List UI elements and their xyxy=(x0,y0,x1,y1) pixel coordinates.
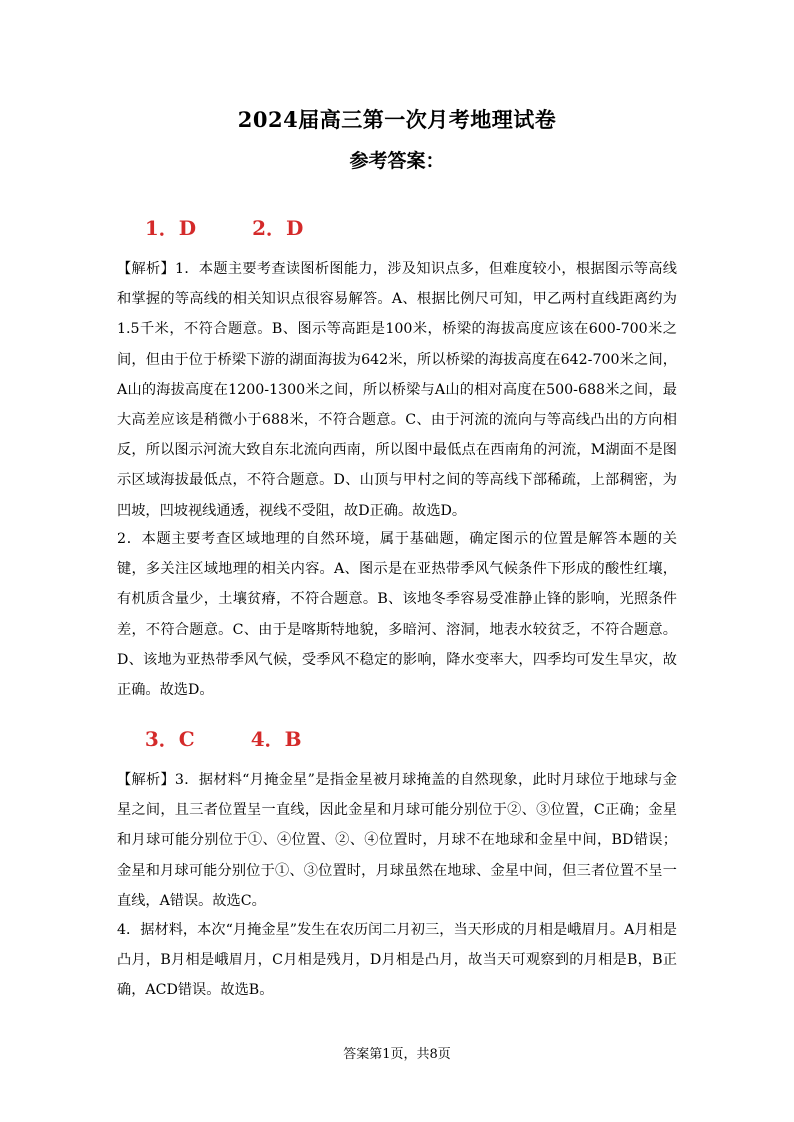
analysis-paragraph-2: 2．本题主要考查区域地理的自然环境，属于基础题，确定图示的位置是解答本题的关键，多关注区域地理的相关内容。A、图示是在亚热带季风气候条件下形成的酸性红壤，有机质含量少，土壤贫瘠，不符合题意。B、该地冬季容易受准静止锋的影响，光照条件差，不符合题意。C、由于是喀斯特地貌，多暗河、溶洞，地表水较贫乏，不符合题意。D、该地为亚热带季风气候，受季风不稳定的影响，降水变率大，四季均可发生旱灾，故正确。故选D。 xyxy=(117,531,677,699)
answer-3: 3．C xyxy=(144,727,195,751)
answer-4: 4．B xyxy=(250,727,302,751)
answer-1: 1．D xyxy=(144,216,197,240)
document-title: 2024届高三第一次月考地理试卷 xyxy=(237,107,557,132)
answer-key-heading: 参考答案： xyxy=(349,150,445,172)
analysis-paragraph-1: 【解析】1．本题主要考查读图析图能力，涉及知识点多，但难度较小，根据图示等高线和掌握的等高线的相关知识点很容易解答。A、根据比例尺可知，甲乙两村直线距离约为1.5千米，不符合题意。B、图示等高距是100米，桥梁的海拔高度应该在600-700米之间，但由于位于桥梁下游的湖面海拔为642米，所以桥梁的海拔高度在642-700米之间，A山的海拔高度在1200-1300米之间，所以桥梁与A山的相对高度在500-688米之间，最大高差应该是稍微小于688米，不符合题意。C、由于河流的流向与等高线凸出的方向相反，所以图示河流大致自东北流向西南，所以图中最低点在西南角的河流，M湖面不是图示区域海拔最低点，不符合题意。D、山顶与甲村之间的等高线下部稀疏，上部稠密，为凹坡，凹坡视线通透，视线不受阻，故D正确。故选D。 xyxy=(117,261,677,519)
answer-2: 2．D xyxy=(252,216,304,240)
analysis-paragraph-4: 4．据材料，本次“月掩金星”发生在农历闰二月初三，当天形成的月相是峨眉月。A月相是凸月，B月相是峨眉月，C月相是残月，D月相是凸月，故当天可观察到的月相是B，B正确，ACD错误。故选B。 xyxy=(117,922,677,999)
analysis-paragraph-3: 【解析】3．据材料“月掩金星”是指金星被月球掩盖的自然现象，此时月球位于地球与金星之间，且三者位置呈一直线，因此金星和月球可能分别位于②、③位置，C正确；金星和月球可能分别位于①、④位置、②、④位置时，月球不在地球和金星中间，BD错误；金星和月球可能分别位于①、③位置时，月球虽然在地球、金星中间，但三者位置不呈一直线，A错误。故选C。 xyxy=(117,772,677,909)
page-footer: 答案第1页，共8页 xyxy=(343,1047,451,1062)
